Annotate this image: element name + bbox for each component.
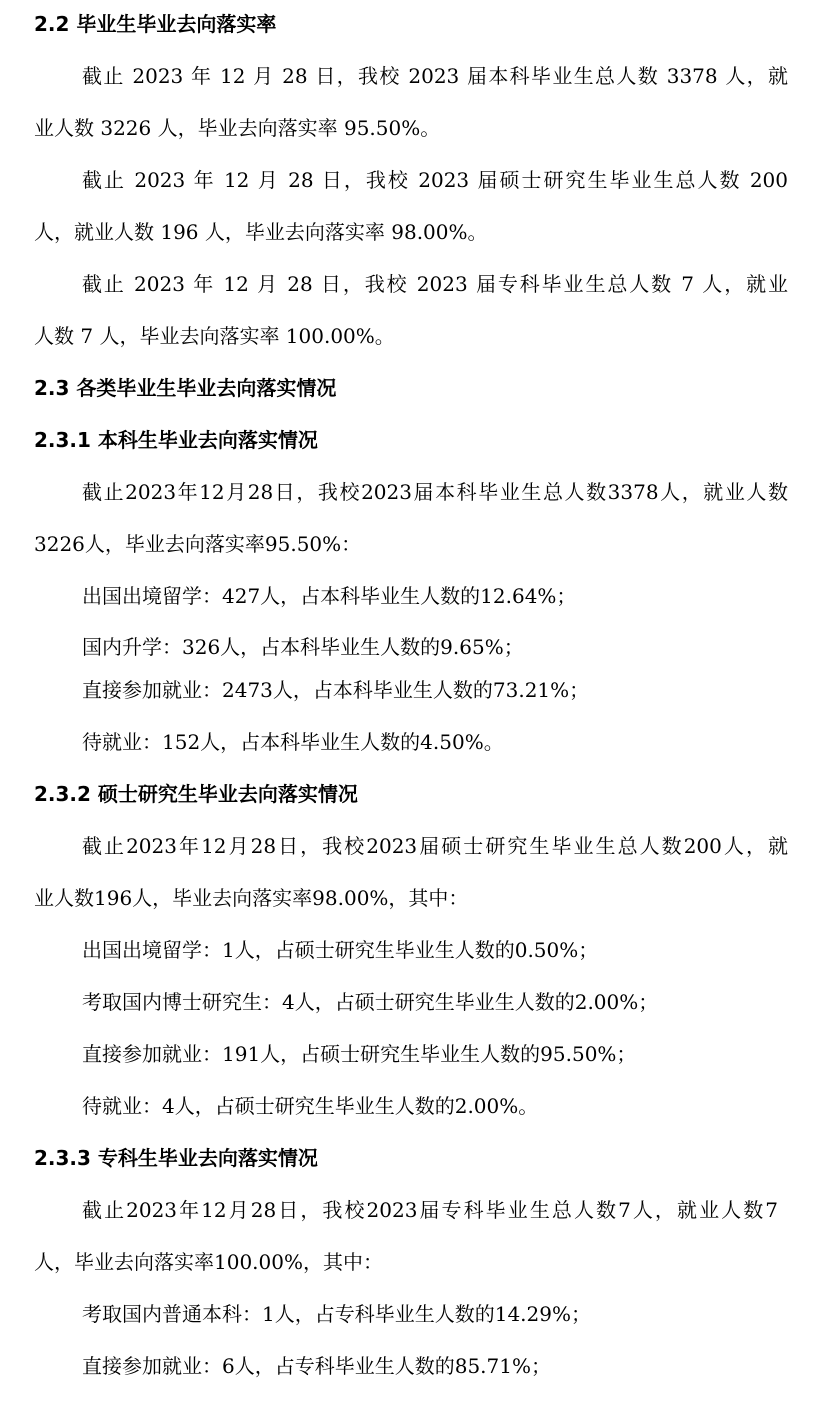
paragraph-line: 截止2023年12月28日，我校2023届专科毕业生总人数7人，就业人数7 [82,1198,778,1222]
list-item: 出国出境留学：1人，占硕士研究生毕业生人数的0.50%； [82,938,599,962]
section-heading-2-3-3: 2.3.3 专科生毕业去向落实情况 [34,1146,318,1170]
list-item: 国内升学：326人，占本科毕业生人数的9.65%； [82,635,524,659]
paragraph-line: 业人数196人，毕业去向落实率98.00%，其中： [34,886,469,910]
section-heading-2-3-2: 2.3.2 硕士研究生毕业去向落实情况 [34,782,358,806]
paragraph-line: 截止2023年12月28日，我校2023届硕士研究生毕业生总人数200人，就 [82,834,788,858]
list-item: 直接参加就业：191人，占硕士研究生毕业生人数的95.50%； [82,1042,637,1066]
list-item: 出国出境留学：427人，占本科毕业生人数的12.64%； [82,584,577,608]
list-item: 待就业：152人，占本科毕业生人数的4.50%。 [82,730,504,754]
paragraph-line: 人数 7 人，毕业去向落实率 100.00%。 [34,324,395,348]
paragraph-line: 人，就业人数 196 人，毕业去向落实率 98.00%。 [34,220,488,244]
list-item: 考取国内博士研究生：4人，占硕士研究生毕业生人数的2.00%； [82,990,659,1014]
paragraph-line: 截止 2023 年 12 月 28 日，我校 2023 届硕士研究生毕业生总人数 200 [82,168,788,192]
paragraph-line: 截止2023年12月28日，我校2023届本科毕业生总人数3378人，就业人数 [82,480,788,504]
section-heading-2-3-1: 2.3.1 本科生毕业去向落实情况 [34,428,318,452]
paragraph-line: 业人数 3226 人，毕业去向落实率 95.50%。 [34,116,441,140]
paragraph-line: 3226人，毕业去向落实率95.50%： [34,532,362,556]
section-heading-2-2: 2.2 毕业生毕业去向落实率 [34,12,277,36]
list-item: 待就业：4人，占硕士研究生毕业生人数的2.00%。 [82,1094,539,1118]
list-item: 直接参加就业：2473人，占本科毕业生人数的73.21%； [82,678,590,702]
list-item: 直接参加就业：6人，占专科毕业生人数的85.71%； [82,1354,551,1378]
paragraph-line: 截止 2023 年 12 月 28 日，我校 2023 届本科毕业生总人数 3378 人，就 [82,64,788,88]
paragraph-line: 人，毕业去向落实率100.00%，其中： [34,1250,383,1274]
list-item: 考取国内普通本科：1人，占专科毕业生人数的14.29%； [82,1302,591,1326]
section-heading-2-3: 2.3 各类毕业生毕业去向落实情况 [34,376,337,400]
paragraph-line: 截止 2023 年 12 月 28 日，我校 2023 届专科毕业生总人数 7 人，就业 [82,272,788,296]
